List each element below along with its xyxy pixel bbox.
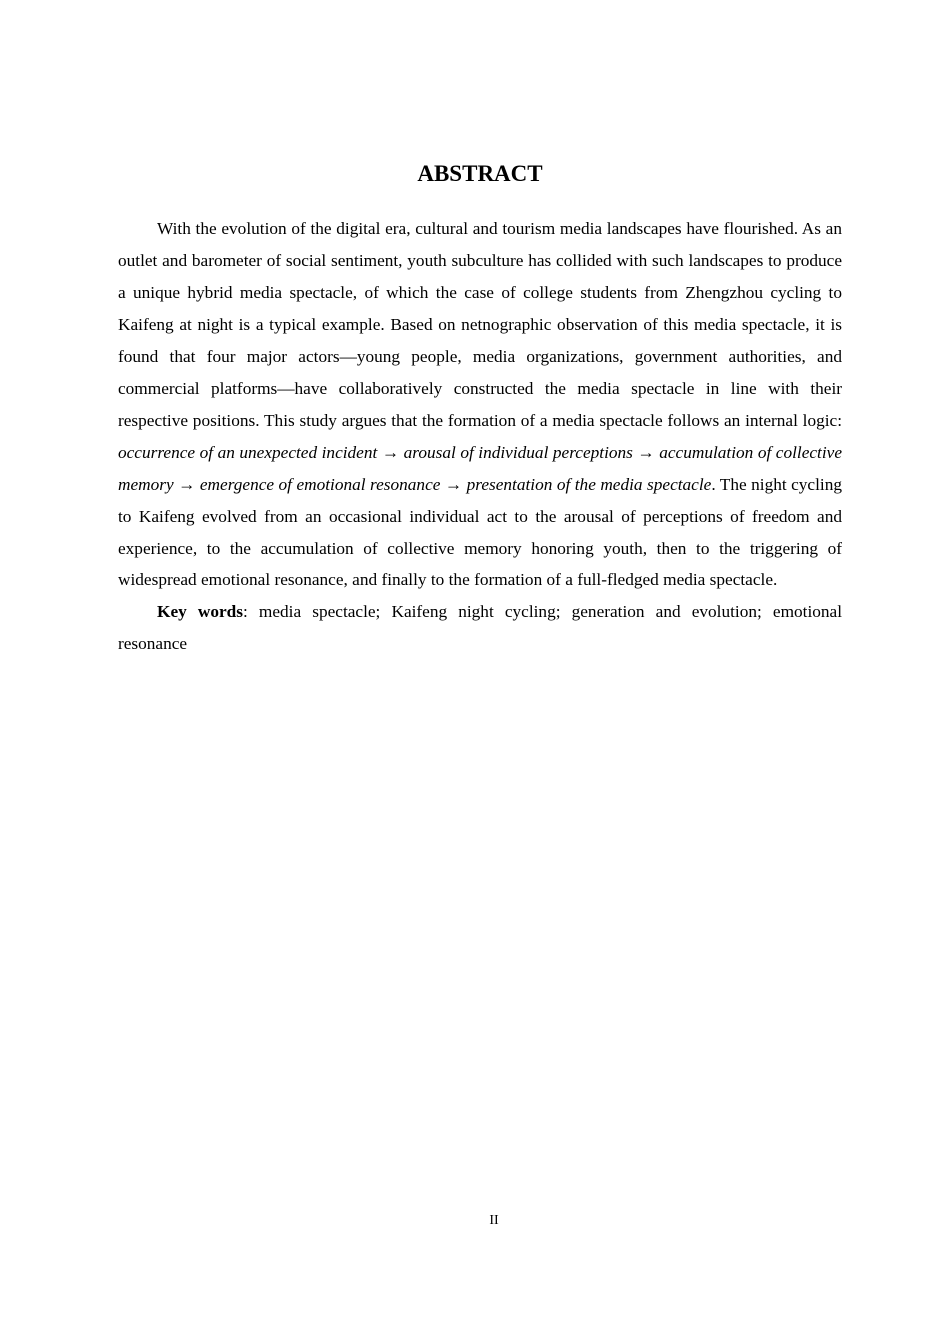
abstract-paragraph [118, 213, 842, 596]
abstract-text-intro: With the evolution of the digital era, cultural and tourism media landscapes have flourished. As an outlet and barometer of social sentiment, youth subculture has collided with such landscapes to produce a unique hybrid media spectacle, of which the case of college students from Zhengzhou cycling to Kaifeng at night is a typical example. Based on netnographic observation of this media spectacle, it is found that four major actors—young people, media organizations, government authorities, and commercial platforms—have collaboratively constructed the media spectacle in line with their respective positions. This study argues that the formation of a media spectacle follows an internal logic: [118, 219, 842, 430]
abstract-body [118, 213, 842, 660]
abstract-heading: ABSTRACT [417, 161, 543, 186]
keywords-paragraph [118, 596, 842, 660]
abstract-logic-chain: occurrence of an unexpected incident → arousal of individual perceptions → accumulation of collective memory → emergence of emotional resonance → presentation of the media spectacle [118, 442, 842, 494]
keywords-text: media spectacle; Kaifeng night cycling; generation and evolution; emotional resonance [118, 602, 843, 654]
abstract-text-conclusion: . The night cycling to Kaifeng evolved from an occasional individual act to the arousal of perceptions of freedom and experience, to the accumulation of collective memory honoring youth, then to the triggering of widespread emotional resonance, and finally to the formation of a full-fledged media spectacle. [118, 474, 842, 590]
keywords-label: Key words [157, 602, 243, 622]
keywords-separator: : [243, 602, 259, 622]
page-number: II [489, 1213, 499, 1228]
